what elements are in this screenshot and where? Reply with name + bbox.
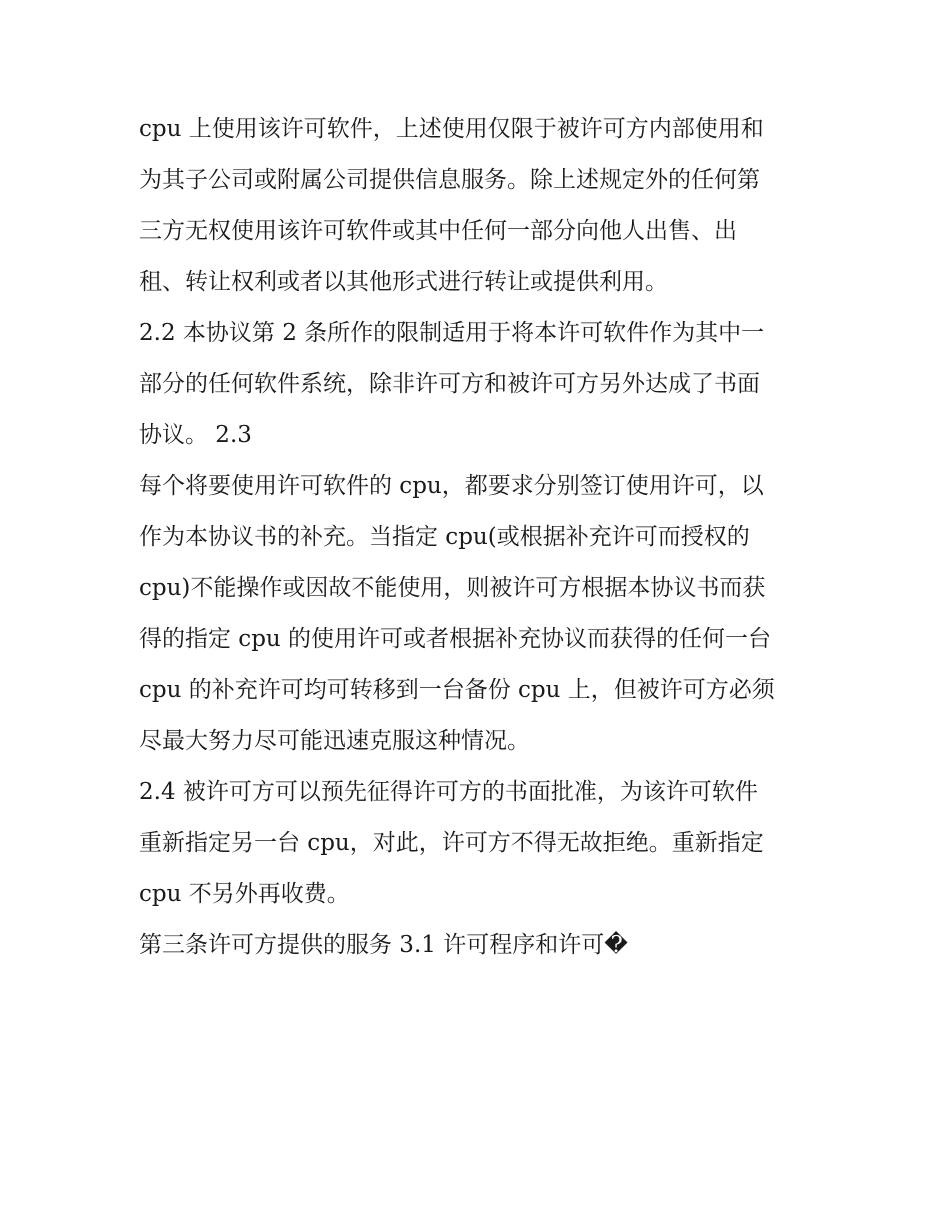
text-line: cpu 的补充许可均可转移到一台备份 cpu 上，但被许可方必须 (139, 677, 775, 703)
text-line: cpu 不另外再收费。 (139, 881, 350, 907)
text-line: 重新指定另一台 cpu，对此，许可方不得无故拒绝。重新指定 (139, 830, 764, 856)
text-line: 为其子公司或附属公司提供信息服务。除上述规定外的任何第 (139, 167, 760, 193)
text-line: cpu)不能操作或因故不能使用，则被许可方根据本协议书而获 (139, 575, 766, 601)
document-body (139, 104, 819, 971)
text-line: 三方无权使用该许可软件或其中任何一部分向他人出售、出 (139, 218, 737, 244)
text-line: 2.2 本协议第 2 条所作的限制适用于将本许可软件作为其中一 (139, 320, 765, 346)
text-line: 协议。 2.3 (139, 422, 252, 448)
text-line: 尽最大努力尽可能迅速克服这种情况。 (139, 728, 530, 754)
text-line: 每个将要使用许可软件的 cpu，都要求分别签订使用许可，以 (139, 473, 764, 499)
text-line: 部分的任何软件系统，除非许可方和被许可方另外达成了书面 (139, 371, 760, 397)
text-line: 得的指定 cpu 的使用许可或者根据补充协议而获得的任何一台 (139, 626, 772, 652)
text-line: cpu 上使用该许可软件，上述使用仅限于被许可方内部使用和 (139, 116, 764, 142)
text-line: 作为本协议书的补充。当指定 cpu(或根据补充许可而授权的 (139, 524, 750, 550)
text-line: 第三条许可方提供的服务 3.1 许可程序和许可� (139, 932, 628, 958)
text-line: 2.4 被许可方可以预先征得许可方的书面批准，为该许可软件 (139, 779, 758, 805)
text-line: 租、转让权利或者以其他形式进行转让或提供利用。 (139, 269, 668, 295)
